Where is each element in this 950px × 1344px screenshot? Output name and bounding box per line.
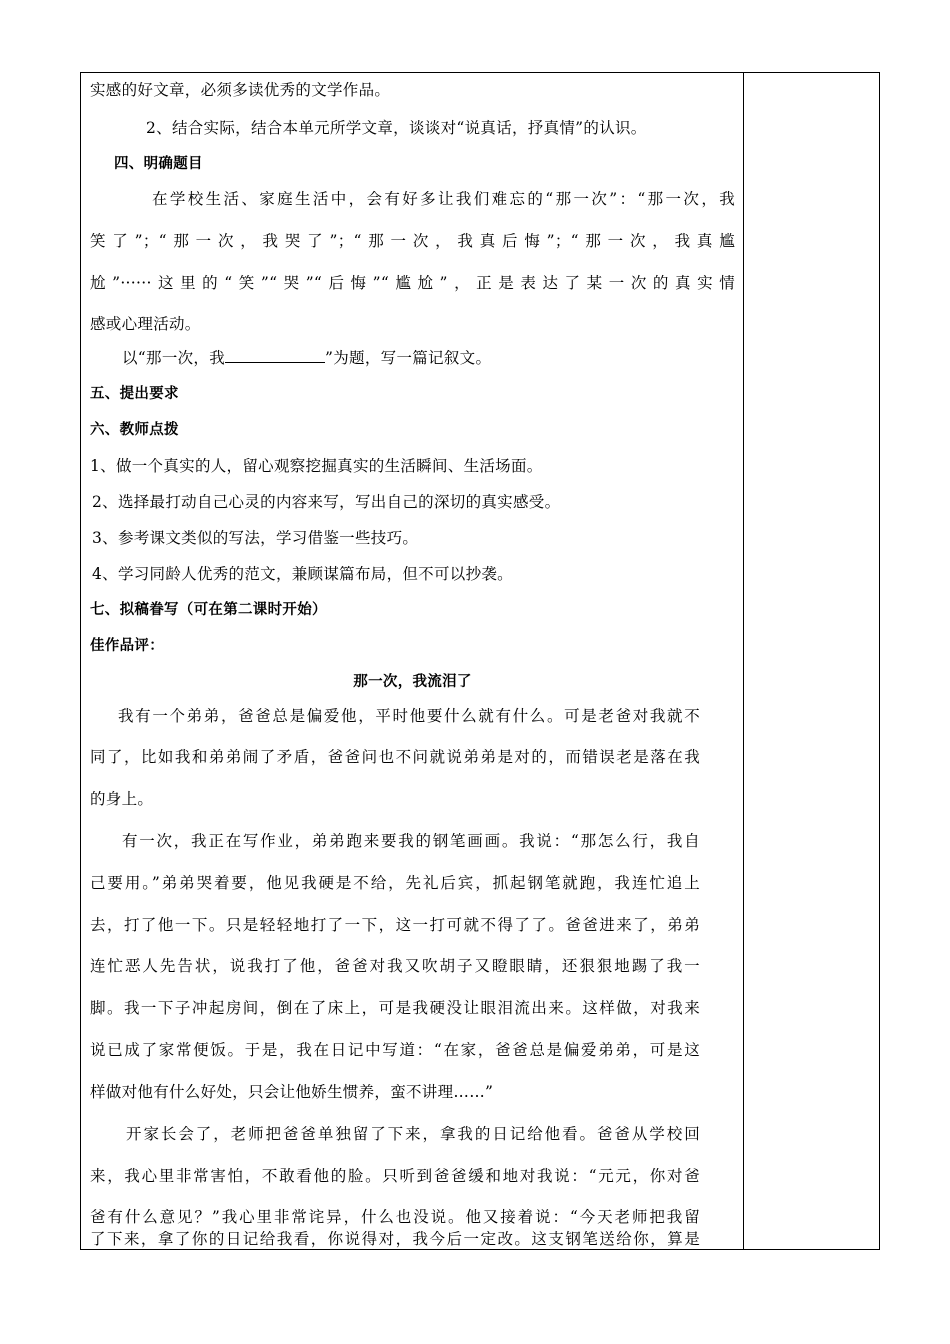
essay-line: 的身上。 [90, 790, 154, 808]
text-line: 2、结合实际，结合本单元所学文章，谈谈对“说真话，抒真情”的认识。 [146, 119, 647, 137]
topic-suffix: ”为题，写一篇记叙文。 [325, 349, 492, 367]
essay-line: 爸有什么意见？”我心里非常诧异，什么也没说。他又接着说：“今天老师把我留 [90, 1208, 700, 1226]
text-line: 笑了”；“那一次，我哭了”；“那一次，我真后悔”；“那一次，我真尴 [90, 232, 735, 250]
list-item: 2、选择最打动自己心灵的内容来写，写出自己的深切的真实感受。 [92, 493, 561, 511]
section-heading: 五、提出要求 [90, 386, 179, 402]
section-heading: 六、教师点拨 [90, 422, 179, 438]
essay-line: 说已成了家常便饭。于是，我在日记中写道：“在家，爸爸总是偏爱弟弟，可是这 [90, 1041, 700, 1059]
essay-line: 了下来，拿了你的日记给我看，你说得对，我今后一定改。这支钢笔送给你，算是 [90, 1230, 700, 1248]
topic-line [122, 346, 735, 368]
essay-line: 样做对他有什么好处，只会让他娇生惯养，蛮不讲理……” [90, 1083, 494, 1101]
topic-prefix: 以“那一次，我 [122, 349, 226, 367]
essay-line: 脚。我一下子冲起房间，倒在了床上，可是我硬没让眼泪流出来。这样做，对我来 [90, 999, 700, 1017]
list-item: 4、学习同龄人优秀的范文，兼顾谋篇布局，但不可以抄袭。 [92, 565, 513, 583]
essay-line: 有一次，我正在写作业，弟弟跑来要我的钢笔画画。我说：“那怎么行，我自 [122, 832, 700, 850]
column-divider [743, 72, 744, 1250]
list-item: 1、做一个真实的人，留心观察挖掘真实的生活瞬间、生活场面。 [90, 457, 543, 475]
essay-line: 己要用。”弟弟哭着要，他见我硬是不给，先礼后宾，抓起钢笔就跑，我连忙追上 [90, 874, 700, 892]
list-item: 3、参考课文类似的写法，学习借鉴一些技巧。 [92, 529, 419, 547]
section-heading: 四、明确题目 [114, 156, 203, 172]
essay-line: 去，打了他一下。只是轻轻地打了一下，这一打可就不得了了。爸爸进来了，弟弟 [90, 916, 700, 934]
essay-title: 那一次，我流泪了 [353, 674, 472, 690]
essay-line: 同了，比如我和弟弟闹了矛盾，爸爸问也不问就说弟弟是对的，而错误老是落在我 [90, 748, 700, 766]
text-line: 实感的好文章，必须多读优秀的文学作品。 [90, 81, 391, 99]
essay-line: 连忙恶人先告状，说我打了他，爸爸对我又吹胡子又瞪眼睛，还狠狠地踢了我一 [90, 957, 700, 975]
essay-line: 开家长会了，老师把爸爸单独留了下来，拿我的日记给他看。爸爸从学校回 [126, 1125, 700, 1143]
text-line: 尬”······这里的“笑”“哭”“后悔”“尴尬”，正是表达了某一次的真实情 [90, 274, 735, 292]
section-heading: 佳作品评： [90, 638, 164, 654]
text-line: 在学校生活、家庭生活中，会有好多让我们难忘的“那一次”：“那一次，我 [152, 190, 735, 208]
essay-line: 我有一个弟弟，爸爸总是偏爱他，平时他要什么就有什么。可是老爸对我就不 [118, 707, 700, 725]
topic-blank [225, 348, 325, 363]
section-heading: 七、拟稿眷写（可在第二课时开始） [90, 602, 327, 618]
essay-line: 来，我心里非常害怕，不敢看他的脸。只听到爸爸缓和地对我说：“元元，你对爸 [90, 1167, 700, 1185]
text-line: 感或心理活动。 [90, 315, 201, 333]
